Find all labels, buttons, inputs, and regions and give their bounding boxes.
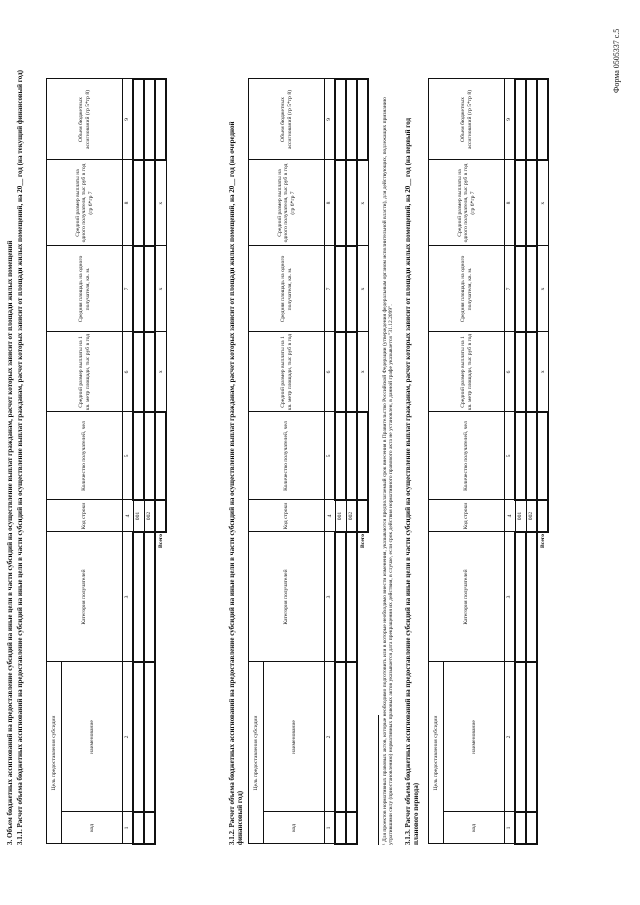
row-code: 002 [526,500,537,532]
col-number: 8 [325,160,336,246]
col-number: 8 [123,160,134,246]
col-number: 2 [505,662,516,812]
col-number: 1 [325,812,336,844]
code-header: код [62,812,123,844]
col-number: 7 [123,246,134,332]
code-header: код [264,812,325,844]
row-code: 001 [133,500,144,532]
col-number: 4 [325,500,336,532]
col-number: 6 [325,332,336,412]
x-mark: x [357,332,368,412]
col-number: 9 [505,79,516,160]
avg-payment-per-m2-header: Средний размер выплаты на 1 кв. метр площади, тыс руб в год [429,332,505,412]
total-label: Всего [157,534,164,548]
section-3-1-2-heading: 3.1.2. Расчет объема бюджетных ассигнований на предоставление субсидий на иные цели в части субсидий на осуществление выплат гражданам, расчет которых зависит от площади жилых помещений, на 20__ год (на очередной финансовый год) [228,121,244,845]
avg-area-header: Средняя площадь на одного получателя, кв. м. [429,246,505,332]
category-header: Категория получателей [47,532,123,662]
count-header: Количество получателей, чел [47,412,123,500]
name-header: наименование [444,662,505,812]
category-header: Категория получателей [429,532,505,662]
row-code: 002 [346,500,357,532]
col-number: 6 [505,332,516,412]
col-number: 5 [123,412,134,500]
x-mark: x [537,246,548,332]
avg-payment-per-recipient-header: Средний размер выплаты на одного получателя, тыс руб в год (гр 6*гр 7 [429,160,505,246]
goal-header: Цель предоставления субсидии [429,662,444,844]
x-mark: x [537,160,548,246]
col-number: 6 [123,332,134,412]
col-number: 2 [325,662,336,812]
row-code-header: Код строки [429,500,505,532]
section-3-1-3-heading: 3.1.3. Расчет объема бюджетных ассигнований на предоставление субсидий на иные цели в части субсидий на осуществление выплат гражданам, расчет которых зависит от площади жилых помещений, на 20__ год (на первый год планового периода) [404,117,420,845]
name-header: наименование [264,662,325,812]
avg-payment-per-recipient-header: Средний размер выплаты на одного получателя, тыс руб в год (гр 6*гр 7 [47,160,123,246]
col-number: 3 [123,532,134,662]
col-number: 1 [505,812,516,844]
section-3-heading: 3. Объем бюджетных ассигнований на предоставление субсидий на иные цели в части субсидий на осуществление выплат гражданам, расчет которых зависит от площади жилых помещений [6,240,14,845]
col-number: 3 [505,532,516,662]
row-code: 002 [144,500,155,532]
col-number: 4 [505,500,516,532]
row-code-header: Код строки [249,500,325,532]
col-number: 8 [505,160,516,246]
row-code: 001 [335,500,346,532]
x-mark: x [155,160,166,246]
x-mark: x [155,332,166,412]
total-label: Всего [539,534,546,548]
col-number: 4 [123,500,134,532]
section-3-1-1-heading: 3.1.1. Расчет объема бюджетных ассигнований на предоставление субсидий на иные цели в части субсидий на осуществление выплат гражданам, расчет которых зависит от площади жилых помещений, на 20__ год (на текущий финансовый год) [16,70,24,845]
x-mark: x [155,246,166,332]
goal-header: Цель предоставления субсидии [47,662,62,844]
col-number: 5 [505,412,516,500]
col-number: 3 [325,532,336,662]
avg-payment-per-m2-header: Средний размер выплаты на 1 кв. метр площади, тыс руб в год [47,332,123,412]
footnote: ¹ Для проектов нормативных правовых актов, которые необходимо подготовить или в которые необходимо внести изменения, указываются предполагаемый срок внесения в Правительство Российской Федерации (утверждения федеральным органом исполнительной власти), для действующих, подлежащих признанию утратившими силу (приостановлению) нормативных правовых актов указывается дата прекращения их действия, в случае, если срок действия нормативного правового акта не установлен, в данной графе указывается "31.12.2099". [382,97,395,845]
count-header: Количество получателей, чел [429,412,505,500]
table-3-1-1 [46,78,167,845]
row-code: 001 [515,500,526,532]
col-number: 7 [325,246,336,332]
name-header: наименование [62,662,123,812]
col-number: 9 [123,79,134,160]
x-mark: x [357,160,368,246]
code-header: код [444,812,505,844]
col-number: 1 [123,812,134,844]
col-number: 2 [123,662,134,812]
table-3-1-2 [248,78,369,845]
avg-payment-per-recipient-header: Средний размер выплаты на одного получателя, тыс руб в год (гр 6*гр 7 [249,160,325,246]
col-number: 9 [325,79,336,160]
volume-header: Объем бюджетных ассигнований (гр 5*гр 8) [47,79,123,160]
volume-header: Объем бюджетных ассигнований (гр 5*гр 8) [429,79,505,160]
total-label: Всего [359,534,366,548]
count-header: Количество получателей, чел [249,412,325,500]
col-number: 5 [325,412,336,500]
x-mark: x [357,246,368,332]
category-header: Категория получателей [249,532,325,662]
avg-area-header: Средняя площадь на одного получателя, кв. м. [47,246,123,332]
col-number: 7 [505,246,516,332]
row-code-header: Код строки [47,500,123,532]
x-mark: x [537,332,548,412]
table-3-1-3 [428,78,549,845]
goal-header: Цель предоставления субсидии [249,662,264,844]
form-code: Форма 0505337 с.5 [612,28,621,93]
avg-area-header: Средняя площадь на одного получателя, кв. м. [249,246,325,332]
volume-header: Объем бюджетных ассигнований (гр 5*гр 8) [249,79,325,160]
footnote-separator [378,715,379,845]
avg-payment-per-m2-header: Средний размер выплаты на 1 кв. метр площади, тыс руб в год [249,332,325,412]
